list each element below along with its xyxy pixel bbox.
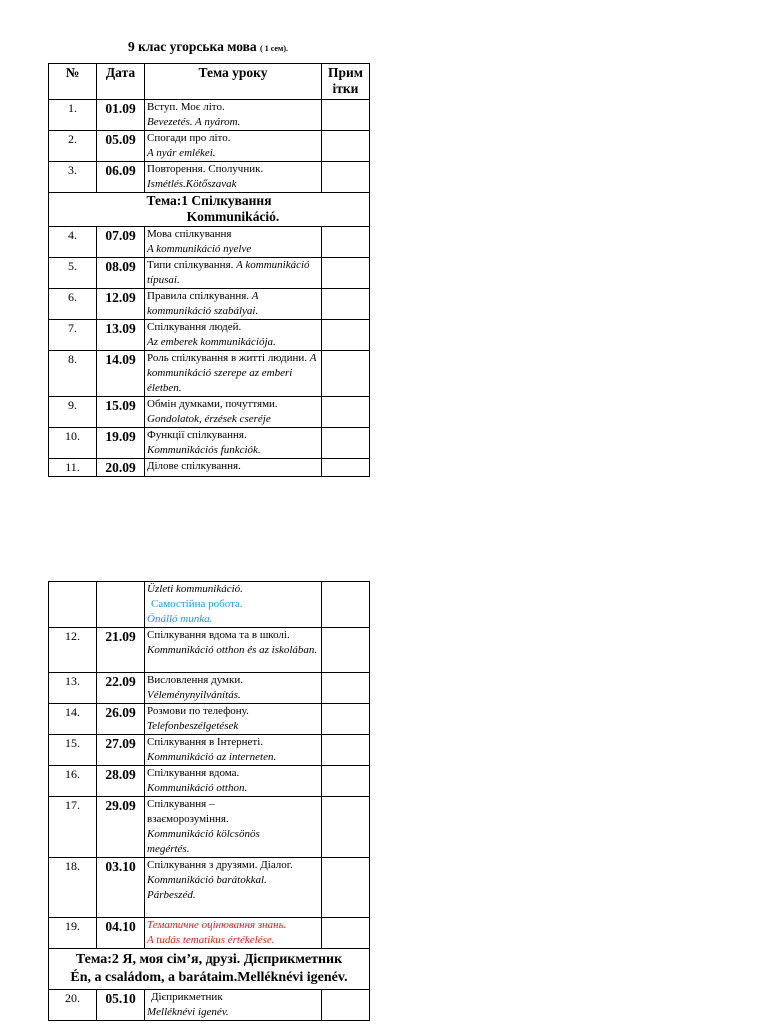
row-notes bbox=[322, 735, 370, 766]
row-date: 22.09 bbox=[97, 673, 145, 704]
row-num: 2. bbox=[49, 131, 97, 162]
row-date: 29.09 bbox=[97, 797, 145, 858]
row-date: 28.09 bbox=[97, 766, 145, 797]
row-date: 06.09 bbox=[97, 162, 145, 193]
assessment-ua: Тематичне оцінювання знань. bbox=[147, 919, 287, 931]
topic-hu: Gondolatok, érzések cseréje bbox=[147, 413, 271, 425]
table-row bbox=[49, 858, 370, 918]
row-topic bbox=[145, 735, 322, 766]
section-line-hu: Kommunikáció. bbox=[186, 209, 280, 224]
row-date: 05.10 bbox=[97, 990, 145, 1021]
row-notes bbox=[322, 131, 370, 162]
row-topic bbox=[145, 320, 322, 351]
topic-ua: Спогади про літо. bbox=[147, 132, 231, 144]
row-num: 8. bbox=[49, 351, 97, 397]
table-row bbox=[49, 162, 370, 193]
row-num: 19. bbox=[49, 918, 97, 949]
table-row bbox=[49, 289, 370, 320]
row-topic bbox=[145, 162, 322, 193]
topic-hu: Kommunikáció barátokkal. Párbeszéd. bbox=[147, 874, 267, 901]
row-notes bbox=[322, 258, 370, 289]
row-notes bbox=[322, 628, 370, 673]
row-num: 16. bbox=[49, 766, 97, 797]
row-topic bbox=[145, 227, 322, 258]
topic-hu: Kommunikáció otthon és az iskolában. bbox=[147, 644, 318, 656]
table-row-continuation bbox=[49, 582, 370, 628]
table-row bbox=[49, 990, 370, 1021]
row-notes bbox=[322, 704, 370, 735]
table-row bbox=[49, 918, 370, 949]
row-date: 21.09 bbox=[97, 628, 145, 673]
row-topic bbox=[145, 673, 322, 704]
topic-ua: Спілкування вдома та в школі. bbox=[147, 629, 290, 641]
topic-ua: Спілкування з друзями. Діалог. bbox=[147, 859, 293, 871]
topic-ua: Висловлення думки. bbox=[147, 674, 243, 686]
table-row bbox=[49, 459, 370, 477]
header-notes bbox=[322, 64, 370, 100]
row-num: 18. bbox=[49, 858, 97, 918]
row-notes bbox=[322, 918, 370, 949]
row-notes bbox=[322, 162, 370, 193]
row-num: 17. bbox=[49, 797, 97, 858]
row-date: 15.09 bbox=[97, 397, 145, 428]
section-row bbox=[49, 193, 370, 227]
row-num: 4. bbox=[49, 227, 97, 258]
header-date: Дата bbox=[97, 64, 145, 100]
row-topic bbox=[145, 459, 322, 477]
row-num: 6. bbox=[49, 289, 97, 320]
topic-hu: Bevezetés. A nyárom. bbox=[147, 116, 241, 128]
table-row bbox=[49, 766, 370, 797]
row-num: 11. bbox=[49, 459, 97, 477]
topic-ua: Мова спілкування bbox=[147, 228, 232, 240]
header-notes-line2: ітки bbox=[332, 81, 359, 96]
row-date: 05.09 bbox=[97, 131, 145, 162]
row-topic bbox=[145, 582, 322, 628]
row-date: 26.09 bbox=[97, 704, 145, 735]
row-date bbox=[97, 582, 145, 628]
row-notes bbox=[322, 397, 370, 428]
topic-ua: Ділове спілкування. bbox=[147, 460, 241, 472]
row-topic bbox=[145, 397, 322, 428]
row-topic bbox=[145, 766, 322, 797]
row-num: 13. bbox=[49, 673, 97, 704]
topic-ua: Спілкування в Інтернеті. bbox=[147, 736, 264, 748]
topic-ua: Розмови по телефону. bbox=[147, 705, 249, 717]
row-date: 01.09 bbox=[97, 100, 145, 131]
table-row bbox=[49, 258, 370, 289]
topic-ua: Спілкування людей. bbox=[147, 321, 242, 333]
table-row bbox=[49, 704, 370, 735]
topic-hu: Kommunikáció kölcsönös megértés. bbox=[147, 828, 260, 855]
table-row bbox=[49, 320, 370, 351]
row-notes bbox=[322, 673, 370, 704]
row-num: 15. bbox=[49, 735, 97, 766]
section-line-hu: Én, a családom, a barátaim.Melléknévi igenév. bbox=[70, 970, 348, 985]
lesson-plan-table-2 bbox=[48, 581, 370, 1021]
table-row bbox=[49, 100, 370, 131]
row-topic bbox=[145, 797, 322, 858]
row-notes bbox=[322, 858, 370, 918]
row-num: 3. bbox=[49, 162, 97, 193]
row-num: 9. bbox=[49, 397, 97, 428]
topic-hu: Üzleti kommunikáció. bbox=[147, 583, 243, 595]
table-row bbox=[49, 428, 370, 459]
row-topic bbox=[145, 428, 322, 459]
topic-hu: A nyár emlékei. bbox=[147, 147, 216, 159]
topic-hu: Véleménynyilvánítás. bbox=[147, 689, 241, 701]
topic-hu: A kommunikáció típusai. bbox=[147, 259, 310, 286]
topic-ua: Типи спілкування. bbox=[147, 259, 234, 271]
row-notes bbox=[322, 582, 370, 628]
row-num: 7. bbox=[49, 320, 97, 351]
row-notes bbox=[322, 766, 370, 797]
topic-ua: Вступ. Моє літо. bbox=[147, 101, 225, 113]
row-notes bbox=[322, 351, 370, 397]
self-study-hu: Önálló munka. bbox=[147, 613, 213, 625]
row-notes bbox=[322, 428, 370, 459]
row-notes bbox=[322, 289, 370, 320]
topic-hu: Telefonbeszélgetések bbox=[147, 720, 239, 732]
row-num bbox=[49, 582, 97, 628]
topic-ua: Дієприкметник bbox=[151, 991, 223, 1003]
section-line-ua: Тема:2 Я, моя сім’я, друзі. Дієприкметник bbox=[75, 952, 343, 967]
row-num: 5. bbox=[49, 258, 97, 289]
row-num: 20. bbox=[49, 990, 97, 1021]
row-topic bbox=[145, 990, 322, 1021]
section-line-ua: Тема:1 Спілкування bbox=[146, 193, 272, 208]
row-num: 10. bbox=[49, 428, 97, 459]
row-notes bbox=[322, 100, 370, 131]
topic-ua: Спілкування вдома. bbox=[147, 767, 240, 779]
topic-hu: A kommunikáció nyelve bbox=[147, 243, 252, 255]
title-main: 9 клас угорська мова bbox=[127, 39, 257, 54]
topic-hu: A kommunikáció szabályai. bbox=[147, 290, 259, 317]
row-notes bbox=[322, 227, 370, 258]
lesson-plan-table-1 bbox=[48, 63, 370, 477]
row-topic bbox=[145, 131, 322, 162]
assessment-hu: A tudás tematikus értékelése. bbox=[147, 934, 275, 946]
table-row bbox=[49, 397, 370, 428]
row-date: 19.09 bbox=[97, 428, 145, 459]
table-row bbox=[49, 227, 370, 258]
title-semester: ( 1 сем). bbox=[260, 44, 289, 53]
row-date: 04.10 bbox=[97, 918, 145, 949]
row-date: 27.09 bbox=[97, 735, 145, 766]
row-date: 03.10 bbox=[97, 858, 145, 918]
table-row bbox=[49, 628, 370, 673]
topic-hu: Melléknévi igenév. bbox=[147, 1006, 229, 1018]
row-num: 1. bbox=[49, 100, 97, 131]
page-title bbox=[48, 39, 368, 55]
topic-hu: Kommunikációs funkciók. bbox=[147, 444, 261, 456]
row-topic bbox=[145, 704, 322, 735]
row-date: 14.09 bbox=[97, 351, 145, 397]
row-date: 12.09 bbox=[97, 289, 145, 320]
row-date: 07.09 bbox=[97, 227, 145, 258]
section-heading-2 bbox=[49, 949, 370, 990]
topic-ua: Обмін думками, почуттями. bbox=[147, 398, 278, 410]
table-row bbox=[49, 131, 370, 162]
topic-hu: Az emberek kommunikációja. bbox=[147, 336, 276, 348]
topic-ua: Роль спілкування в житті людини. bbox=[147, 352, 307, 364]
row-topic bbox=[145, 100, 322, 131]
topic-hu: A kommunikáció szerepe az emberi életben. bbox=[147, 352, 317, 394]
row-topic bbox=[145, 258, 322, 289]
topic-ua: Спілкування – взаєморозуміння. bbox=[147, 798, 229, 825]
topic-ua: Функції спілкування. bbox=[147, 429, 247, 441]
row-num: 12. bbox=[49, 628, 97, 673]
row-date: 13.09 bbox=[97, 320, 145, 351]
self-study-ua: Самостійна робота. bbox=[151, 598, 243, 610]
row-topic bbox=[145, 858, 322, 918]
table-row bbox=[49, 797, 370, 858]
topic-hu: Ismétlés.Kötőszavak bbox=[147, 178, 237, 190]
row-num: 14. bbox=[49, 704, 97, 735]
topic-hu: Kommunikáció az interneten. bbox=[147, 751, 277, 763]
topic-hu: Kommunikáció otthon. bbox=[147, 782, 248, 794]
row-topic bbox=[145, 289, 322, 320]
topic-ua: Правила спілкування. bbox=[147, 290, 250, 302]
header-notes-line1: Прим bbox=[328, 65, 363, 80]
section-row bbox=[49, 949, 370, 990]
row-notes bbox=[322, 320, 370, 351]
row-topic bbox=[145, 918, 322, 949]
row-notes bbox=[322, 797, 370, 858]
row-notes bbox=[322, 459, 370, 477]
table-row bbox=[49, 351, 370, 397]
row-date: 20.09 bbox=[97, 459, 145, 477]
header-row bbox=[49, 64, 370, 100]
row-notes bbox=[322, 990, 370, 1021]
row-topic bbox=[145, 351, 322, 397]
table-row bbox=[49, 735, 370, 766]
table-row bbox=[49, 673, 370, 704]
row-topic bbox=[145, 628, 322, 673]
header-num: № bbox=[49, 64, 97, 100]
topic-ua: Повторення. Сполучник. bbox=[147, 163, 264, 175]
row-date: 08.09 bbox=[97, 258, 145, 289]
section-heading-1 bbox=[49, 193, 370, 227]
header-topic: Тема уроку bbox=[145, 64, 322, 100]
